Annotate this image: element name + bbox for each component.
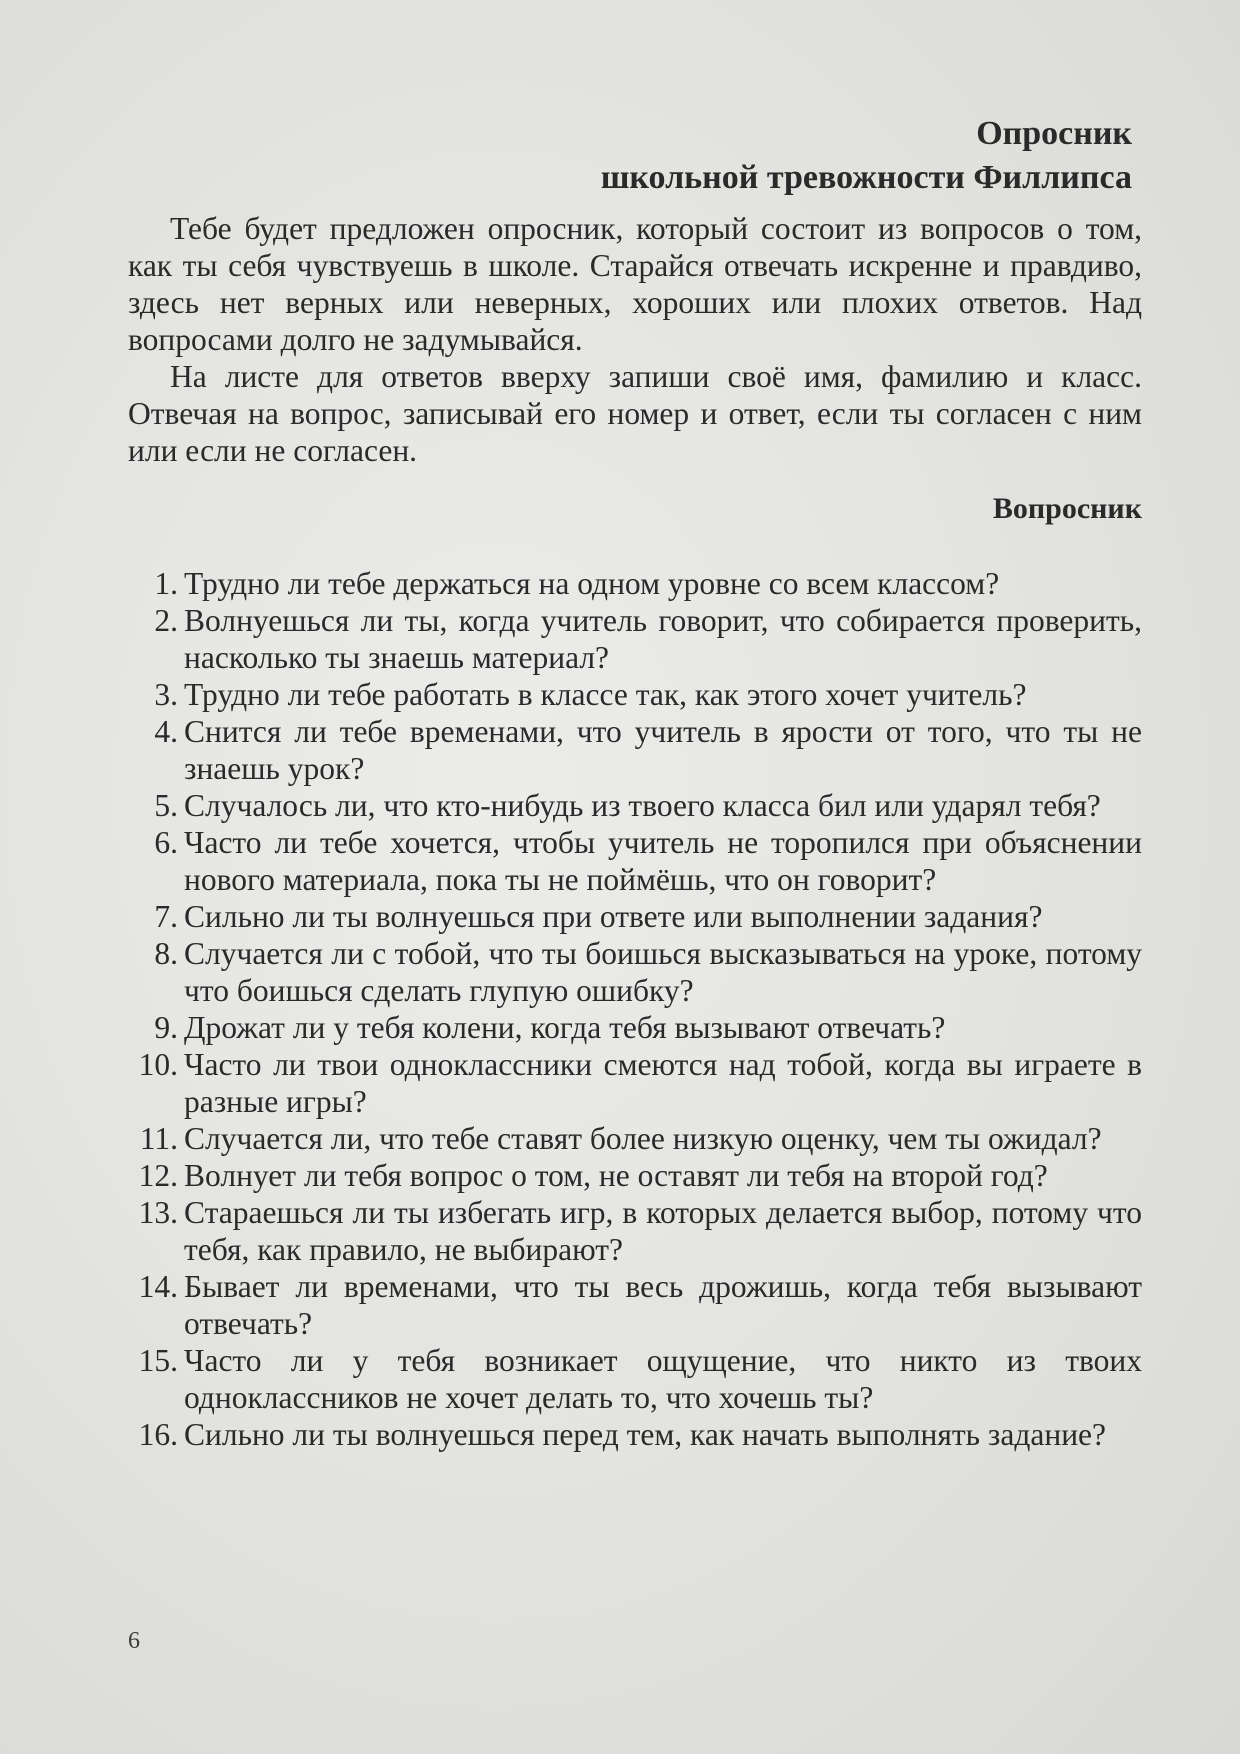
section-heading: Вопросник	[992, 492, 1142, 525]
question-number: 10.	[138, 1047, 178, 1082]
question-text: Часто ли твои одноклассники смеются над тобой, когда вы играете в разные игры?	[184, 1047, 1142, 1119]
book-page	[128, 112, 1142, 1453]
question-item	[128, 1416, 1142, 1453]
question-text: Часто ли у тебя возникает ощущение, что никто из твоих одноклассников не хочет делать то, что хочешь ты?	[184, 1343, 1142, 1415]
question-number: 3.	[154, 677, 178, 712]
question-text: Бывает ли временами, что ты весь дрожишь, когда тебя вызывают отвечать?	[184, 1269, 1142, 1341]
question-text: Снится ли тебе временами, что учитель в ярости от того, что ты не знаешь урок?	[184, 714, 1142, 786]
question-item	[128, 935, 1142, 1009]
question-number: 7.	[154, 899, 178, 934]
question-item	[128, 787, 1142, 824]
question-text: Стараешься ли ты избегать игр, в которых делается выбор, потому что тебя, как правило, не выбирают?	[184, 1195, 1142, 1267]
question-item	[128, 824, 1142, 898]
question-text: Волнуешься ли ты, когда учитель говорит, что собирается проверить, насколько ты знаешь материал?	[184, 603, 1142, 675]
title-line-2: школьной тревожности Филлипса	[600, 159, 1132, 196]
question-number: 11.	[139, 1121, 178, 1156]
question-item	[128, 898, 1142, 935]
question-text: Дрожат ли у тебя колени, когда тебя вызывают отвечать?	[184, 1010, 946, 1045]
page-title	[128, 112, 1132, 200]
question-text: Случалось ли, что кто-нибудь из твоего класса бил или ударял тебя?	[184, 788, 1101, 823]
question-number: 13.	[138, 1195, 178, 1230]
question-item	[128, 602, 1142, 676]
question-item	[128, 676, 1142, 713]
question-number: 5.	[154, 788, 178, 823]
question-text: Случается ли, что тебе ставят более низкую оценку, чем ты ожидал?	[184, 1121, 1102, 1156]
question-number: 1.	[154, 566, 178, 601]
question-item	[128, 1342, 1142, 1416]
question-text: Случается ли с тобой, что ты боишься высказываться на уроке, потому что боишься сделать глупую ошибку?	[184, 936, 1142, 1008]
question-text: Трудно ли тебе держаться на одном уровне со всем классом?	[184, 566, 1000, 601]
question-number: 16.	[138, 1417, 178, 1452]
question-number: 8.	[154, 936, 178, 971]
question-list	[128, 565, 1142, 1453]
question-item	[128, 713, 1142, 787]
question-number: 4.	[154, 714, 178, 749]
question-text: Трудно ли тебе работать в классе так, как этого хочет учитель?	[184, 677, 1027, 712]
question-number: 15.	[138, 1343, 178, 1378]
question-text: Сильно ли ты волнуешься при ответе или выполнении задания?	[184, 899, 1043, 934]
question-item	[128, 1009, 1142, 1046]
question-number: 14.	[138, 1269, 178, 1304]
question-item	[128, 1268, 1142, 1342]
question-item	[128, 1046, 1142, 1120]
page-number: 6	[128, 1628, 140, 1654]
question-text: Часто ли тебе хочется, чтобы учитель не торопился при объяснении нового материала, пока ты не поймёшь, что он говорит?	[184, 825, 1142, 897]
question-number: 2.	[154, 603, 178, 638]
question-item	[128, 1157, 1142, 1194]
question-item	[128, 1194, 1142, 1268]
instructions-paragraph-2: На листе для ответов вверху запиши своё имя, фамилию и класс. Отвечая на вопрос, записывай его номер и ответ, если ты согласен с ним или если не согласен.	[128, 359, 1142, 468]
question-item	[128, 1120, 1142, 1157]
instructions	[128, 210, 1142, 469]
title-line-1: Опросник	[976, 115, 1132, 152]
instructions-paragraph-1: Тебе будет предложен опросник, который состоит из вопросов о том, как ты себя чувствуешь в школе. Старайся отвечать искренне и правдиво, здесь нет верных или неверных, хороших или плохих ответов. Над вопросами долго не задумывайся.	[128, 211, 1142, 357]
question-number: 9.	[154, 1010, 178, 1045]
question-number: 6.	[154, 825, 178, 860]
question-number: 12.	[138, 1158, 178, 1193]
question-text: Сильно ли ты волнуешься перед тем, как начать выполнять задание?	[184, 1417, 1107, 1452]
question-item	[128, 565, 1142, 602]
question-text: Волнует ли тебя вопрос о том, не оставят ли тебя на второй год?	[184, 1158, 1048, 1193]
